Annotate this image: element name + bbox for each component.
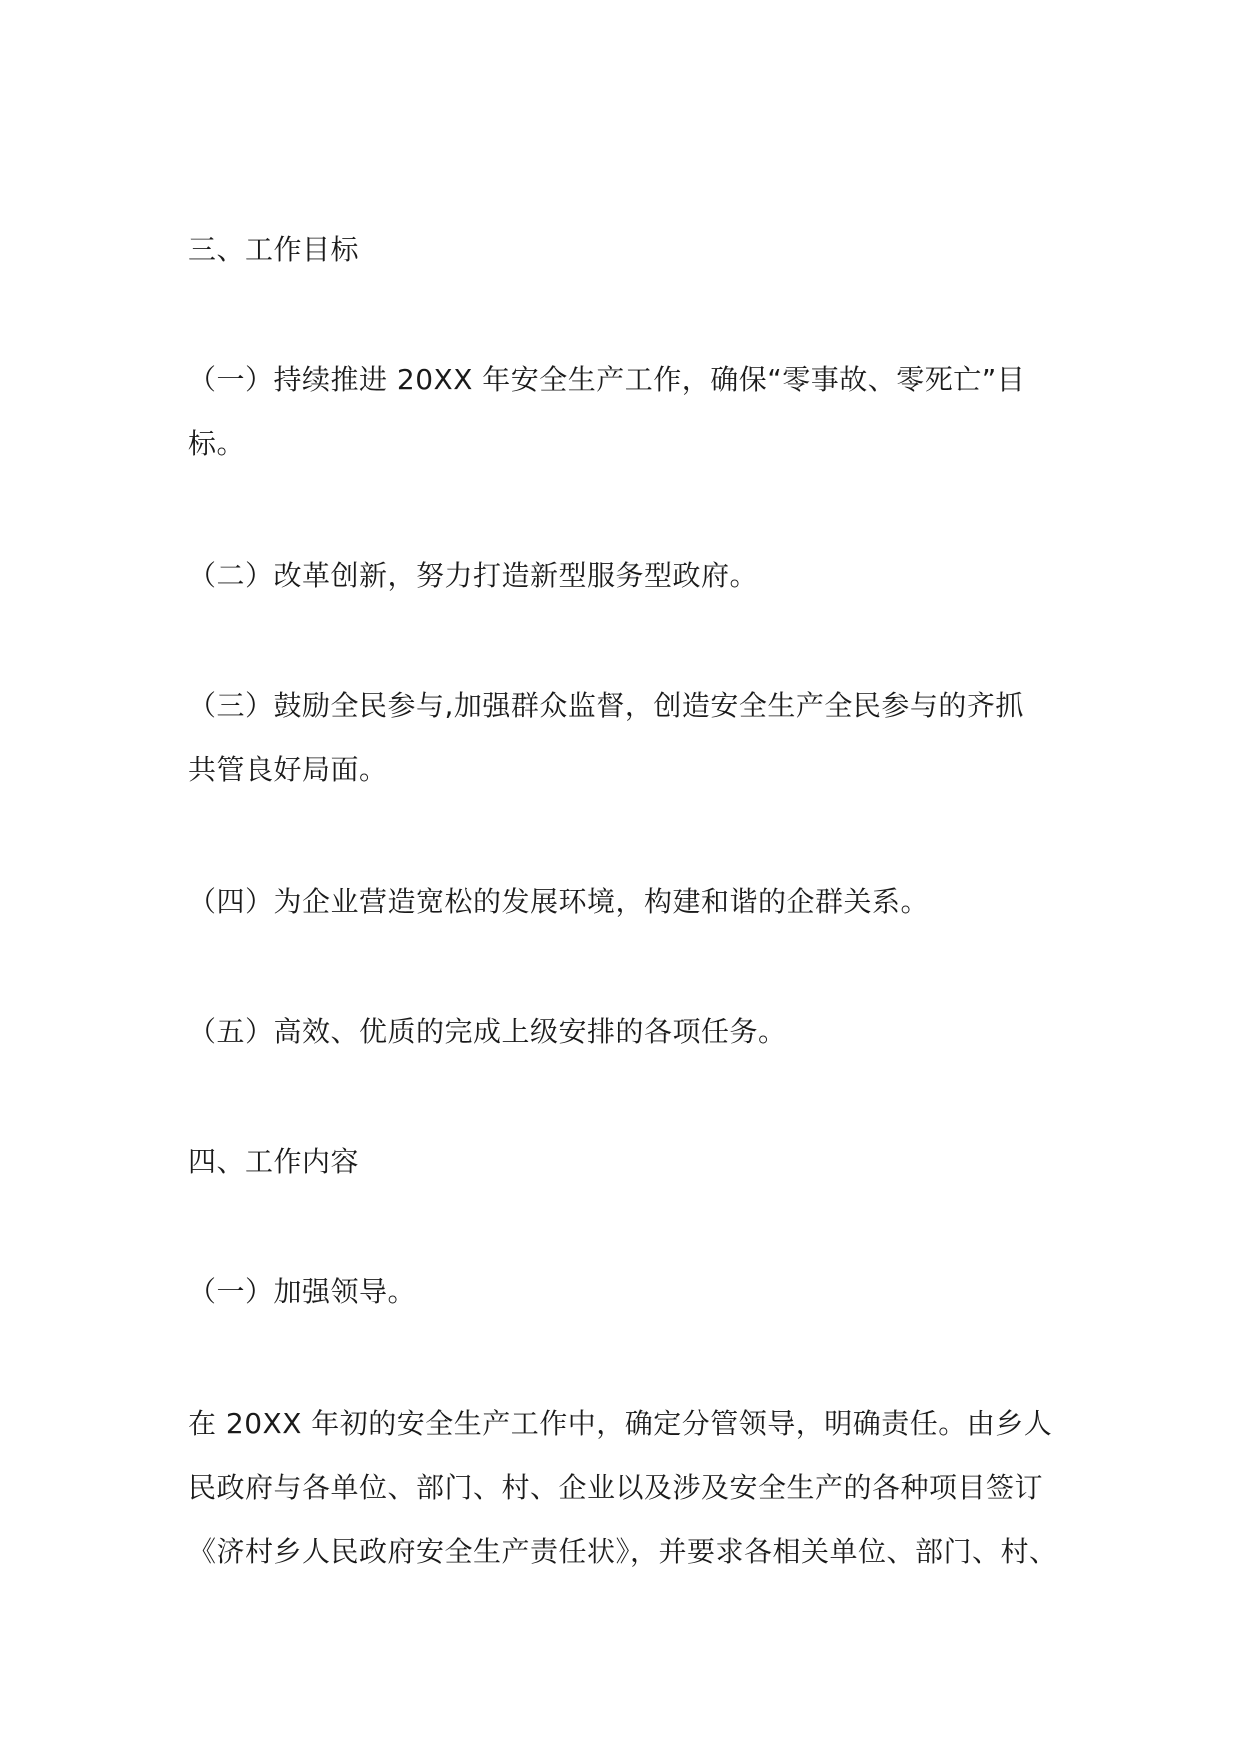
goal-1-line-1: （一）持续推进 20XX 年安全生产工作，确保“零事故、零死亡”目 bbox=[188, 363, 1026, 396]
paragraph-line-2: 民政府与各单位、部门、村、企业以及涉及安全生产的各种项目签订 bbox=[188, 1471, 1044, 1504]
goal-3-line-1: （三）鼓励全民参与,加强群众监督，创造安全生产全民参与的齐抓 bbox=[188, 689, 1024, 722]
goal-3-line-2: 共管良好局面。 bbox=[188, 753, 388, 786]
paragraph-line-3: 《济村乡人民政府安全生产责任状》，并要求各相关单位、部门、村、 bbox=[188, 1535, 1058, 1568]
goal-1-line-2: 标。 bbox=[188, 427, 246, 460]
content-item-1: （一）加强领导。 bbox=[188, 1275, 417, 1308]
paragraph-line-1: 在 20XX 年初的安全生产工作中，确定分管领导，明确责任。由乡人 bbox=[188, 1407, 1053, 1440]
goal-5: （五）高效、优质的完成上级安排的各项任务。 bbox=[188, 1015, 787, 1048]
section-heading-content: 四、工作内容 bbox=[188, 1145, 360, 1178]
goal-2: （二）改革创新，努力打造新型服务型政府。 bbox=[188, 559, 759, 592]
section-heading-goals: 三、工作目标 bbox=[188, 233, 360, 266]
goal-4: （四）为企业营造宽松的发展环境，构建和谐的企群关系。 bbox=[188, 885, 930, 918]
